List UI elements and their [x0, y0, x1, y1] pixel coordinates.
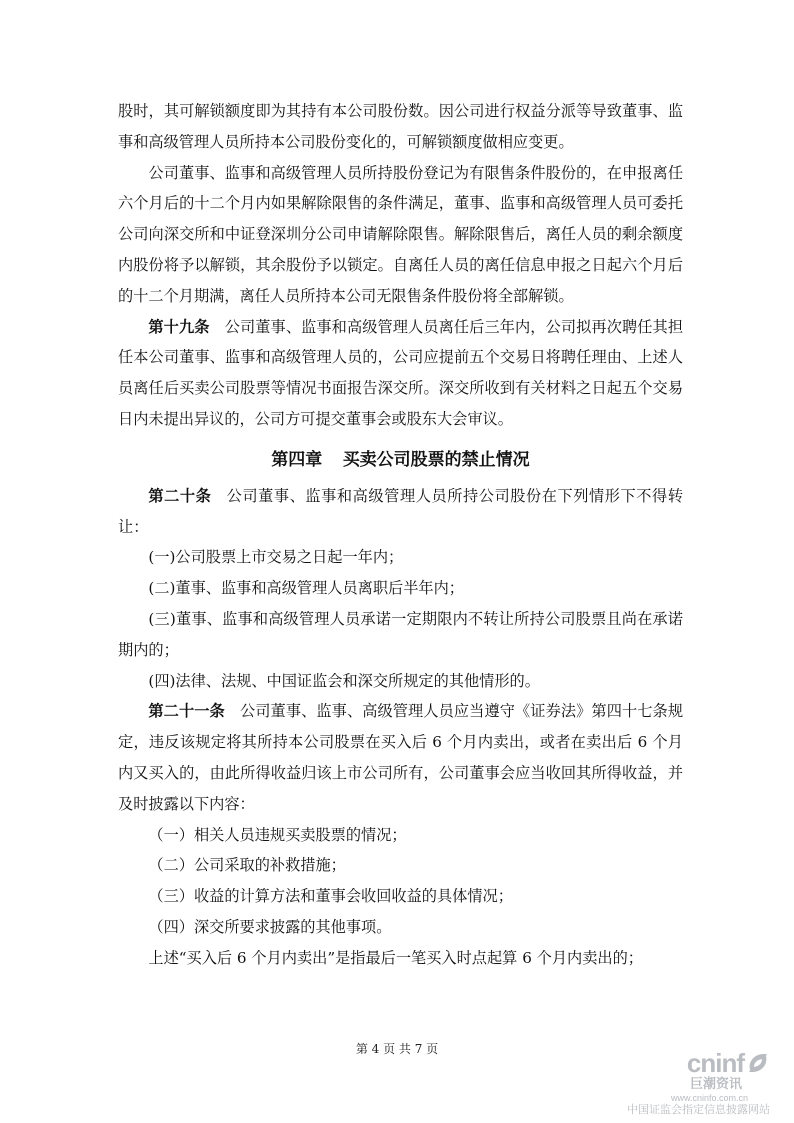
list-item: [118, 604, 683, 666]
paragraph-text: 上述“买入后 6 个月内卖出”是指最后一笔买入时点起算 6 个月内卖出的；: [148, 948, 643, 967]
list-item-text: （二）公司采取的补救措施；: [148, 856, 346, 875]
list-item-text: (三)董事、监事和高级管理人员承诺一定期限内不转让所持公司股票且尚在承诺期内的；: [118, 609, 683, 659]
logo-text: cninf: [686, 1048, 744, 1078]
document-body: [118, 96, 683, 974]
chapter-heading: [118, 445, 683, 475]
article-label: 第十九条: [148, 317, 210, 336]
list-item-text: （四）深交所要求披露的其他事项。: [148, 917, 392, 936]
brand-url: www.cninfo.com.cn: [670, 1093, 748, 1103]
page-number: 第 4 页 共 7 页: [355, 1042, 439, 1056]
article-21: [118, 696, 683, 819]
cninfo-watermark: [620, 1050, 770, 1120]
list-item: [118, 666, 683, 697]
brand-tagline: 中国证监会指定信息披露网站: [627, 1104, 770, 1116]
article-label: 第二十条: [148, 486, 212, 505]
list-item: [118, 850, 683, 881]
paragraph-text: 公司董事、监事和高级管理人员所持公司股份在下列情形下不得转让：: [118, 486, 684, 536]
list-item-text: （一）相关人员违规买卖股票的情况；: [148, 825, 407, 844]
paragraph-text: 公司董事、监事和高级管理人员离任后三年内，公司拟再次聘任其担任本公司董事、监事和高级管理人员的，公司应提前五个交易日将聘任理由、上述人员离任后买卖公司股票等情况书面报告深交所。深交所收到有关材料之日起五个交易日内未提出异议的，公司方可提交董事会或股东大会审议。: [118, 317, 684, 428]
list-item: [118, 542, 683, 573]
paragraph-2: [118, 158, 683, 312]
list-item: [118, 881, 683, 912]
paragraph-text: 股时，其可解锁额度即为其持有本公司股份数。因公司进行权益分派等导致董事、监事和高级管理人员所持本公司股份变化的，可解锁额度做相应变更。: [118, 102, 683, 151]
article-19: [118, 312, 683, 435]
list-item: [118, 820, 683, 851]
list-item-text: (二)董事、监事和高级管理人员离职后半年内；: [148, 579, 464, 598]
chapter-number: 第四章: [271, 449, 323, 470]
article-label: 第二十一条: [148, 702, 225, 721]
paragraph-1: [118, 96, 683, 158]
cninfo-logo-icon: [746, 1050, 770, 1076]
paragraph-text: 公司董事、监事和高级管理人员所持股份登记为有限售条件股份的，在申报离任六个月后的十二个月内如果解除限售的条件满足，董事、监事和高级管理人员可委托公司向深交所和中证登深圳分公司申请解除限售。解除限售后，离任人员的剩余额度内股份将予以解锁，其余股份予以锁定。自离任人员的离任信息申报之日起六个月后的十二个月期满，离任人员所持本公司无限售条件股份将全部解锁。: [118, 163, 683, 305]
chapter-title: 买卖公司股票的禁止情况: [342, 449, 530, 470]
article-20: [118, 481, 683, 543]
logo-wordmark: [620, 1050, 770, 1076]
list-item-text: (一)公司股票上市交易之日起一年内；: [148, 548, 404, 567]
list-item-text: （三）收益的计算方法和董事会收回收益的具体情况；: [148, 887, 513, 906]
list-item: [118, 573, 683, 604]
paragraph-last: [118, 943, 683, 974]
list-item-text: (四)法律、法规、中国证监会和深交所规定的其他情形的。: [148, 671, 540, 690]
brand-cn: 巨潮资讯: [689, 1076, 742, 1091]
paragraph-text: 公司董事、监事、高级管理人员应当遵守《证券法》第四十七条规定，违反该规定将其所持本公司股票在买入后 6 个月内卖出，或者在卖出后 6 个月内又买入的，由此所得收益归该上市公司所有，公司董事会应当收回其所得收益，并及时披露以下内容：: [118, 702, 684, 813]
list-item: [118, 912, 683, 943]
